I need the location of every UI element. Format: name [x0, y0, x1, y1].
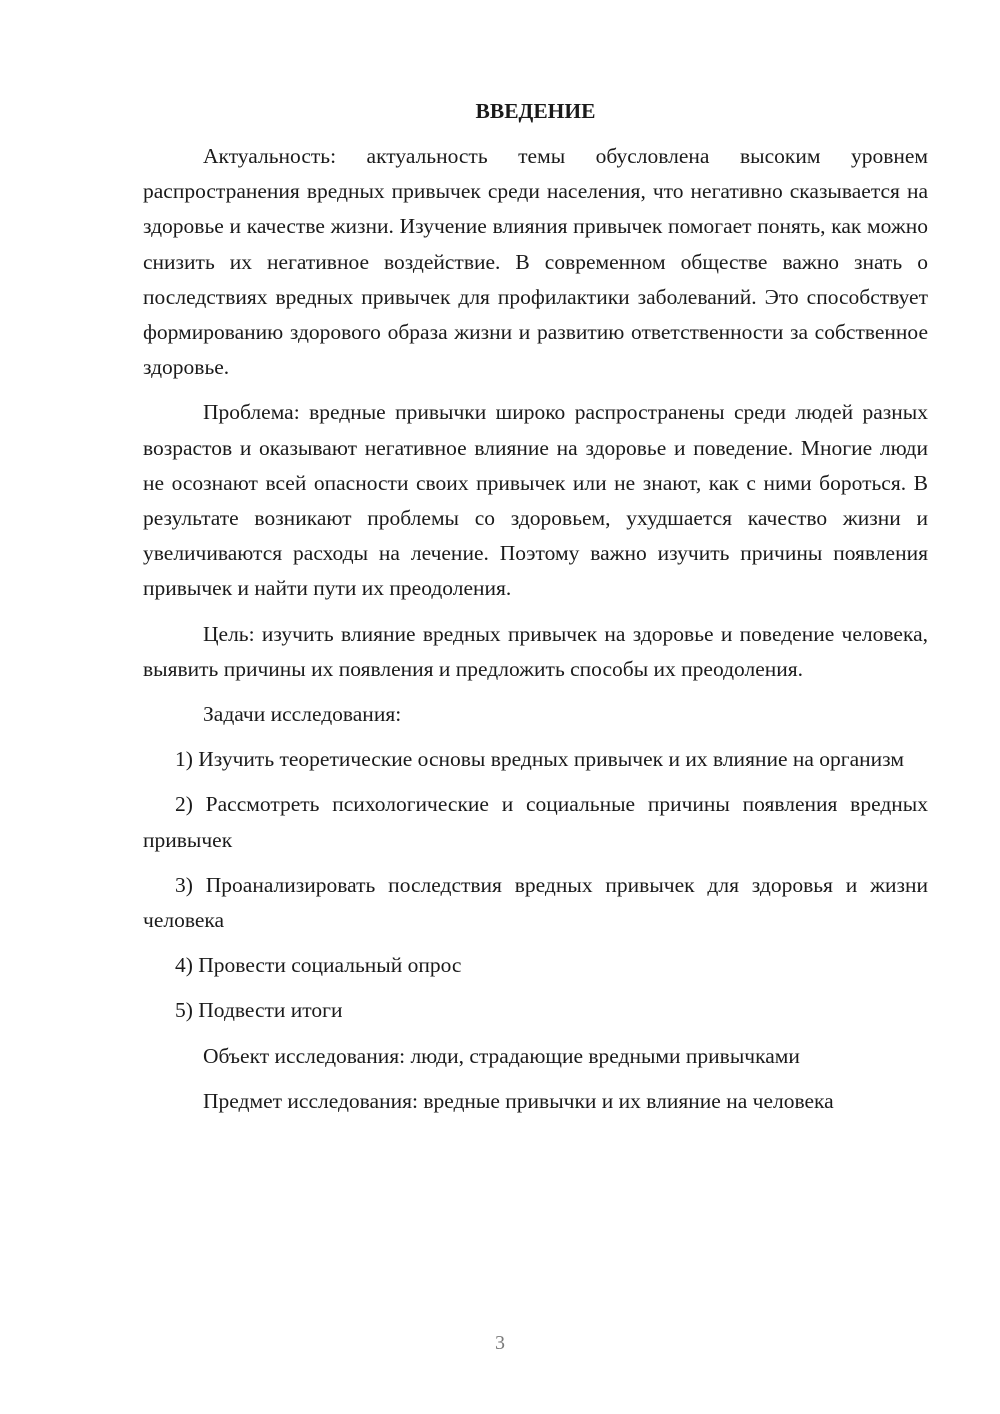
page-number: 3 [495, 1332, 505, 1354]
tasks-heading: Задачи исследования: [203, 702, 402, 727]
task-item-2: 2) Рассмотреть психологические и социальные причины появления вредных привычек [143, 792, 928, 852]
task-item-4: 4) Провести социальный опрос [175, 953, 462, 978]
research-object: Объект исследования: люди, страдающие вредными привычками [203, 1043, 800, 1068]
task-item-3: 3) Проанализировать последствия вредных привычек для здоровья и жизни человека [143, 872, 928, 933]
page-title: ВВЕДЕНИЕ [475, 99, 596, 123]
relevance-paragraph: Актуальность: актуальность темы обусловлена высоким уровнем распространения вредных привычек среди населения, что негативно сказывается на здоровье и качестве жизни. Изучение влияния привычек помогает понять, как можно снизить их негативное воздействие. В современном обществе важно знать о последствиях вредных привычек для профилактики заболеваний. Это способствует формированию здорового образа жизни и развитию ответственности за собственное здоровье. [143, 144, 928, 380]
problem-paragraph: Проблема: вредные привычки широко распространены среди людей разных возрастов и оказывают негативное влияние на здоровье и поведение. Многие люди не осознают всей опасности своих привычек или не знают, как с ними бороться. В результате возникают проблемы со здоровьем, ухудшается качество жизни и увеличиваются расходы на лечение. Поэтому важно изучить причины появления привычек и найти пути их преодоления. [143, 400, 928, 601]
task-item-1: 1) Изучить теоретические основы вредных привычек и их влияние на организм [175, 747, 904, 772]
goal-paragraph: Цель: изучить влияние вредных привычек на здоровье и поведение человека, выявить причины их появления и предложить способы их преодоления. [143, 621, 928, 681]
task-item-5: 5) Подвести итоги [175, 998, 343, 1023]
research-subject: Предмет исследования: вредные привычки и их влияние на человека [203, 1088, 834, 1113]
page-content [143, 94, 928, 1129]
